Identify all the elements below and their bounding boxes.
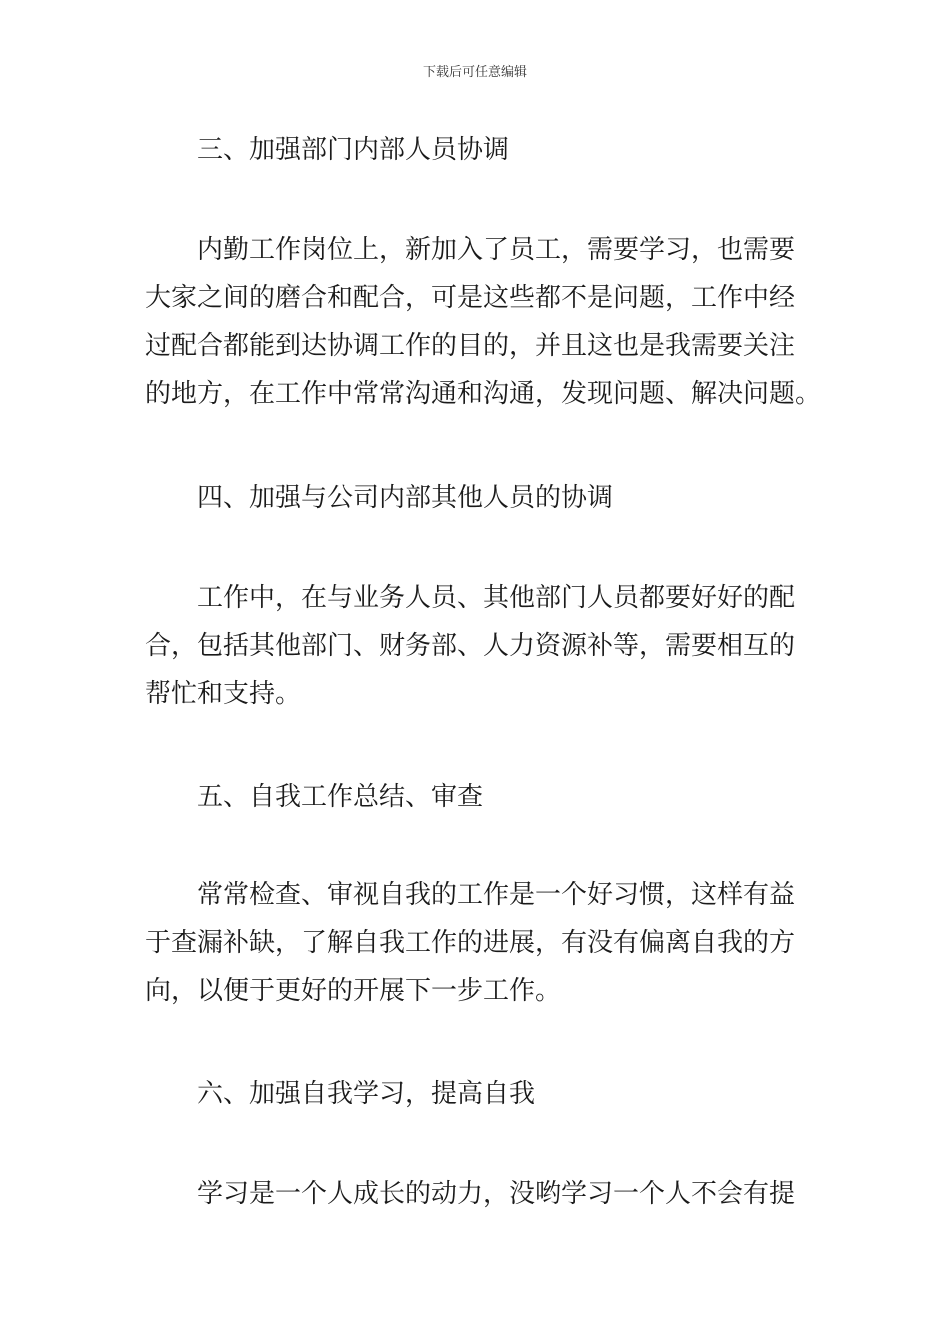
paragraph-line: 合，包括其他部门、财务部、人力资源补等，需要相互的 [145, 631, 796, 661]
section-heading-4: 四、加强与公司内部其他人员的协调 [197, 483, 614, 513]
section-paragraph-5 [145, 871, 807, 1015]
section-paragraph-3 [145, 226, 822, 418]
section-paragraph-4 [145, 574, 807, 718]
paragraph-line: 帮忙和支持。 [145, 679, 302, 709]
paragraph-line: 常常检查、审视自我的工作是一个好习惯，这样有益 [197, 880, 796, 910]
paragraph-line: 于查漏补缺，了解自我工作的进展，有没有偏离自我的方 [145, 928, 796, 958]
paragraph-line: 的地方，在工作中常常沟通和沟通，发现问题、解决问题。 [145, 379, 822, 409]
section-heading-5: 五、自我工作总结、审查 [197, 782, 484, 812]
paragraph-line: 大家之间的磨合和配合，可是这些都不是问题，工作中经 [145, 283, 796, 313]
section-heading-6: 六、加强自我学习，提高自我 [197, 1079, 536, 1109]
paragraph-line: 过配合都能到达协调工作的目的，并且这也是我需要关注 [145, 331, 796, 361]
section-paragraph-6 [145, 1170, 807, 1218]
paragraph-line: 工作中，在与业务人员、其他部门人员都要好好的配 [197, 583, 796, 613]
paragraph-line: 学习是一个人成长的动力，没哟学习一个人不会有提 [197, 1179, 796, 1209]
paragraph-line: 向，以便于更好的开展下一步工作。 [145, 976, 562, 1006]
paragraph-line: 内勤工作岗位上，新加入了员工，需要学习，也需要 [197, 235, 796, 265]
page-header: 下载后可任意编辑 [422, 65, 527, 80]
section-heading-3: 三、加强部门内部人员协调 [197, 135, 510, 165]
